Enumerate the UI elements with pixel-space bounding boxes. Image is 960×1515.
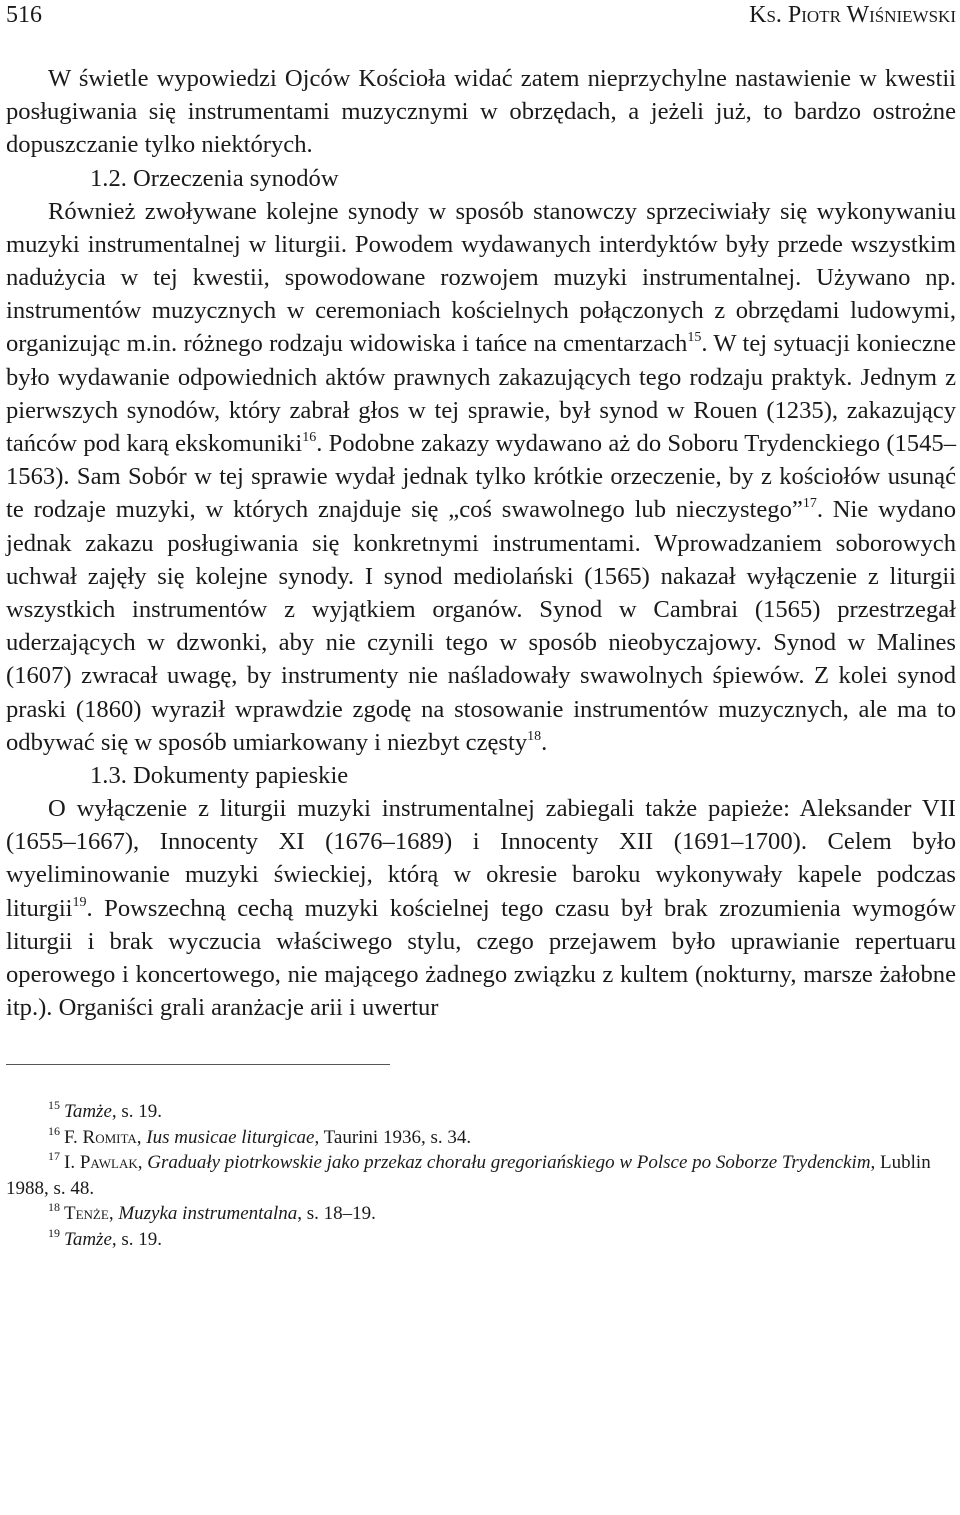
footnote-rest: , Lublin 1988, s. 48.	[6, 1152, 931, 1199]
footnote-author: F. Romita	[64, 1126, 137, 1148]
footnote-ibid: Tamże	[64, 1101, 112, 1123]
footnote-rest: , s. 19.	[111, 1228, 163, 1250]
paragraph-text: Również zwoływane kolejne synody w sposób stanowczy sprzeciwiały się wykonywaniu muzyki instrumentalnej w liturgii. Powodem wydawanych interdyktów były przede wszystkim nadużycia w tej kwestii, spowodowane rozwojem muzyki instrumentalnej. Używano np. instrumentów muzycznych w ceremoniach kościelnych połączonych z obrzędami ludowymi, organizując m.in. różnego rodzaju widowiska i tańce na cmentarzach	[6, 197, 956, 358]
footnote-rest: , s. 19.	[111, 1101, 163, 1123]
page	[6, 0, 956, 1252]
footnote-18	[6, 1201, 956, 1227]
footnote-ibid: Tamże	[64, 1228, 112, 1250]
footnote-number: 19	[48, 1225, 60, 1240]
footnotes	[6, 1099, 956, 1252]
paragraph-text: . Podobne zakazy wydawano aż do Soboru Trydenckiego (1545–1563). Sam Sobór w tej sprawie wydał jednak tylko krótkie orzeczenie, by z kościołów usunąć te rodzaje muzyki, w których znajduje się „coś swawolnego lub nieczystego”	[6, 430, 956, 524]
page-number: 516	[6, 2, 42, 28]
footnote-title: Muzyka instrumentalna	[118, 1203, 298, 1225]
paragraph-text: . W tej sytuacji konieczne było wydawanie odpowiednich aktów prawnych zakazujących tego rodzaju praktyk. Jednym z pierwszych synodów, który zabrał głos w tej sprawie, był synod w Rouen (1235), zakazujący tańców pod karą ekskomuniki	[6, 330, 956, 458]
paragraph-text: . Nie wydano jednak zakazu posługiwania się konkretnymi instrumentami. Wprowadzaniem soborowych uchwał zajęły się kolejne synody. I synod mediolański (1565) nakazał wyłączenie z liturgii wszystkich instrumentów z wyjątkiem organów. Synod w Cambrai (1565) przestrzegał uderzających w dzwonki, aby nie czynili tego w sposób nieobyczajowy. Synod w Malines (1607) zwracał uwagę, by instrumenty nie naśladowały swawolnych śpiewów. Z kolei synod praski (1860) wyraził wprawdzie zgodę na stosowanie instrumentów muzycznych, ale ma to odbywać się w sposób umiarkowany i niezbyt częsty	[6, 496, 956, 756]
paragraph-papal	[6, 792, 956, 1024]
footnote-ref-16[interactable]: 16	[302, 430, 317, 446]
running-header	[6, 0, 956, 44]
section-heading-synods: 1.2. Orzeczenia synodów	[90, 164, 339, 192]
footnote-number: 16	[48, 1123, 60, 1138]
footnote-rest: , s. 18–19.	[297, 1203, 376, 1225]
body-text	[6, 62, 956, 1024]
section-heading-papal-documents: 1.3. Dokumenty papieskie	[90, 762, 349, 790]
footnote-17	[6, 1150, 956, 1201]
footnote-author: I. Pawlak	[64, 1152, 138, 1174]
footnote-15	[6, 1099, 956, 1125]
footnote-ref-17[interactable]: 17	[802, 496, 817, 512]
footnote-16	[6, 1125, 956, 1151]
footnote-separator: ,	[136, 1126, 147, 1148]
paragraph-text: . Powszechną cechą muzyki kościelnej tego czasu był brak zrozumienia wymogów liturgii i brak wyczucia właściwego stylu, czego przejawem było uprawianie repertuaru operowego i koncertowego, nie mającego żadnego związku z kultem (nokturny, marsze żałobne itp.). Organiści grali aranżacje arii i uwertur	[6, 894, 956, 1022]
paragraph-text: .	[541, 728, 548, 756]
footnote-ref-15[interactable]: 15	[687, 330, 702, 346]
paragraph-text: O wyłączenie z liturgii muzyki instrumentalnej zabiegali także papieże: Aleksander VII (1655–1667), Innocenty XI (1676–1689) i Innocenty XII (1691–1700). Celem było wyeliminowanie muzyki świeckiej, którą w okresie baroku wykonywały kapele podczas liturgii	[6, 795, 956, 922]
running-author: Ks. Piotr Wiśniewski	[749, 2, 956, 28]
footnote-title: Ius musicae liturgicae	[146, 1126, 315, 1148]
footnote-separator: ,	[137, 1152, 148, 1174]
footnote-title: Graduały piotrkowskie jako przekaz chorału gregoriańskiego w Polsce po Soborze Trydenckim	[147, 1152, 871, 1174]
footnote-ref-19[interactable]: 19	[72, 894, 87, 910]
footnote-number: 18	[48, 1200, 60, 1215]
paragraph-intro: W świetle wypowiedzi Ojców Kościoła widać zatem nieprzychylne nastawienie w kwestii posługiwania się instrumentami muzycznymi w obrzędach, a jeżeli już, to bardzo ostrożne dopuszczanie tylko niektórych.	[6, 65, 956, 159]
footnote-number: 15	[48, 1098, 60, 1113]
footnote-19	[6, 1227, 956, 1253]
footnote-number: 17	[48, 1149, 60, 1164]
footnote-ref-18[interactable]: 18	[527, 728, 542, 744]
paragraph-synods	[6, 195, 956, 759]
footnote-rest: , Taurini 1936, s. 34.	[314, 1126, 472, 1148]
footnote-author: Tenże	[64, 1203, 109, 1225]
footnote-divider	[6, 1064, 390, 1065]
footnote-separator: ,	[108, 1203, 119, 1225]
